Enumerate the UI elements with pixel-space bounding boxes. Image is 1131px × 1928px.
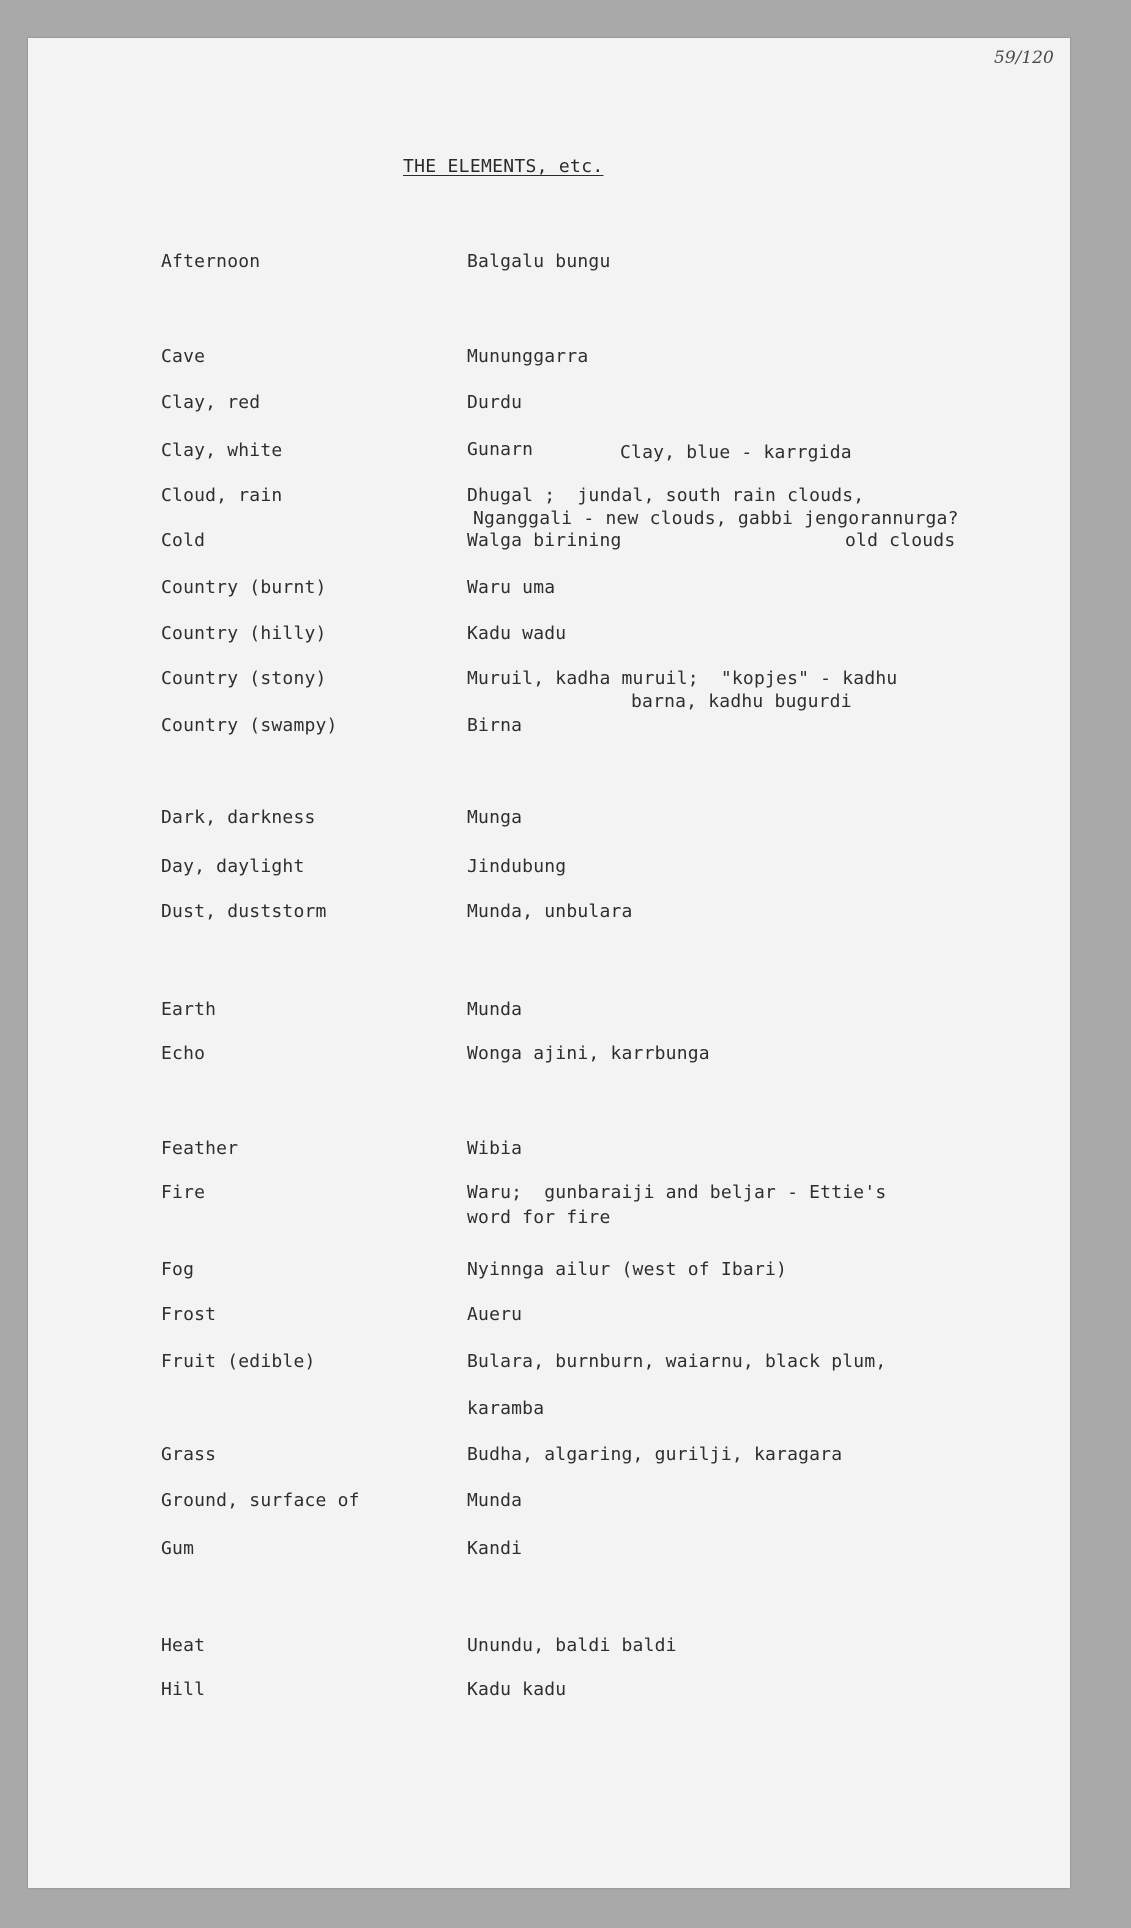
- term-cave: Cave: [161, 346, 206, 367]
- term-fire: Fire: [161, 1182, 206, 1203]
- gloss-fog: Nyinnga ailur (west of Ibari): [467, 1259, 788, 1280]
- page-title: THE ELEMENTS, etc.: [403, 156, 604, 177]
- term-earth: Earth: [161, 999, 217, 1020]
- gloss-gum: Kandi: [467, 1538, 523, 1559]
- term-clay-white: Clay, white: [161, 440, 283, 461]
- gloss-dust: Munda, unbulara: [467, 901, 633, 922]
- gloss-clay-white: Gunarn: [467, 439, 534, 460]
- gloss-grass: Budha, algaring, gurilji, karagara: [467, 1444, 843, 1465]
- gloss-country-swampy: Birna: [467, 715, 523, 736]
- gloss-cave: Mununggarra: [467, 346, 589, 367]
- gloss-fire: Waru; gunbaraiji and beljar - Ettie's: [467, 1182, 887, 1203]
- term-country-burnt: Country (burnt): [161, 577, 327, 598]
- term-country-swampy: Country (swampy): [161, 715, 338, 736]
- term-heat: Heat: [161, 1635, 206, 1656]
- term-country-stony: Country (stony): [161, 668, 327, 689]
- term-afternoon: Afternoon: [161, 251, 261, 272]
- term-ground: Ground, surface of: [161, 1490, 360, 1511]
- gloss-echo: Wonga ajini, karrbunga: [467, 1043, 710, 1064]
- gloss-clay-red: Durdu: [467, 392, 523, 413]
- note-old-clouds: old clouds: [845, 530, 956, 551]
- folio-number: 59/120: [994, 48, 1054, 68]
- term-fog: Fog: [161, 1259, 195, 1280]
- gloss-dark: Munga: [467, 807, 523, 828]
- gloss-fruit: Bulara, burnburn, waiarnu, black plum,: [467, 1351, 887, 1372]
- term-frost: Frost: [161, 1304, 217, 1325]
- note-clay-blue: Clay, blue - karrgida: [620, 442, 852, 463]
- gloss-cloud-rain-continued: Nganggali - new clouds, gabbi jengorannurga?: [473, 508, 959, 529]
- gloss-cloud-rain: Dhugal ; jundal, south rain clouds,: [467, 485, 865, 506]
- term-feather: Feather: [161, 1138, 239, 1159]
- term-cloud-rain: Cloud, rain: [161, 485, 283, 506]
- term-gum: Gum: [161, 1538, 195, 1559]
- gloss-fruit-continued: karamba: [467, 1398, 545, 1419]
- gloss-cold: Walga birining: [467, 530, 622, 551]
- term-clay-red: Clay, red: [161, 392, 261, 413]
- gloss-day: Jindubung: [467, 856, 567, 877]
- gloss-earth: Munda: [467, 999, 523, 1020]
- typescript-page: [28, 38, 1070, 1888]
- term-cold: Cold: [161, 530, 206, 551]
- term-country-hilly: Country (hilly): [161, 623, 327, 644]
- gloss-heat: Unundu, baldi baldi: [467, 1635, 677, 1656]
- term-grass: Grass: [161, 1444, 217, 1465]
- gloss-fire-continued: word for fire: [467, 1207, 611, 1228]
- gloss-frost: Aueru: [467, 1304, 523, 1325]
- gloss-country-burnt: Waru uma: [467, 577, 556, 598]
- gloss-afternoon: Balgalu bungu: [467, 251, 611, 272]
- term-dark: Dark, darkness: [161, 807, 316, 828]
- term-echo: Echo: [161, 1043, 206, 1064]
- gloss-country-hilly: Kadu wadu: [467, 623, 567, 644]
- gloss-country-stony-continued: barna, kadhu bugurdi: [631, 691, 852, 712]
- gloss-feather: Wibia: [467, 1138, 523, 1159]
- term-hill: Hill: [161, 1679, 206, 1700]
- term-dust: Dust, duststorm: [161, 901, 327, 922]
- gloss-country-stony: Muruil, kadha muruil; "kopjes" - kadhu: [467, 668, 898, 689]
- term-fruit: Fruit (edible): [161, 1351, 316, 1372]
- gloss-hill: Kadu kadu: [467, 1679, 567, 1700]
- gloss-ground: Munda: [467, 1490, 523, 1511]
- term-day: Day, daylight: [161, 856, 305, 877]
